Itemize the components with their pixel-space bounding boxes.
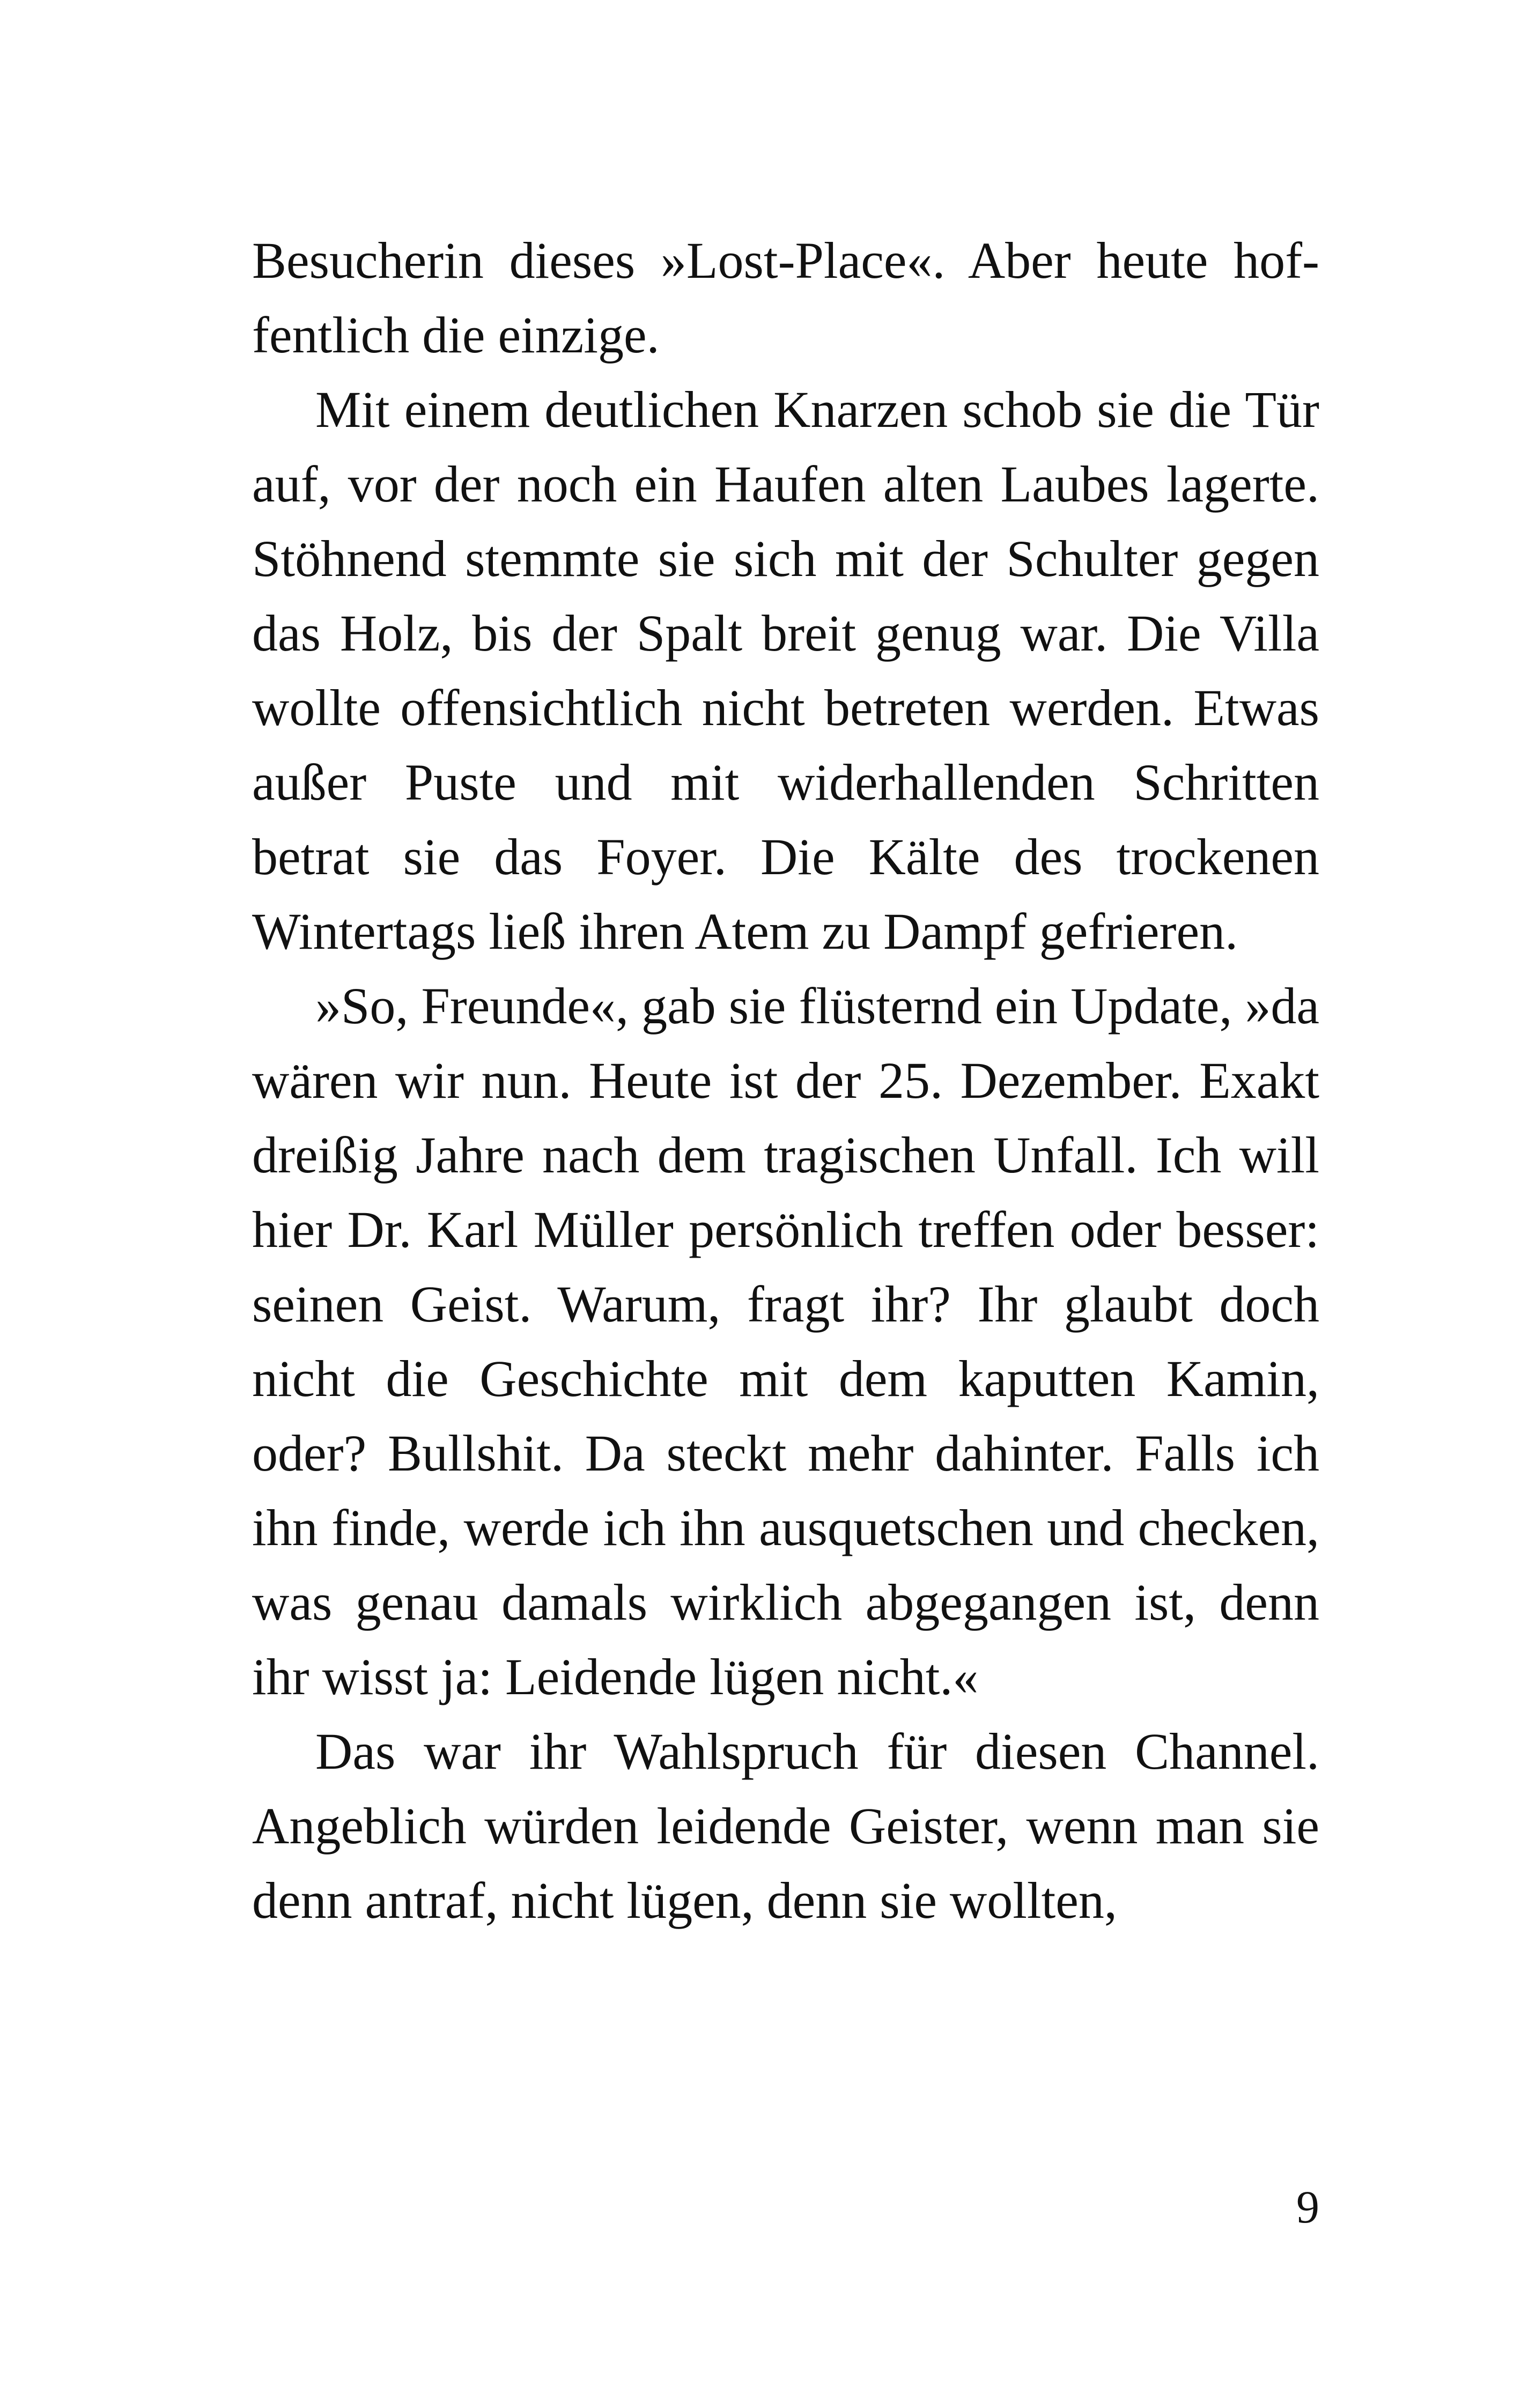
body-text: [252, 223, 1319, 1938]
paragraph-1: Besucherin dieses »Lost-Place«. Aber heute hoffentlich die einzige.: [252, 232, 1319, 364]
page-number: 9: [1296, 2181, 1319, 2233]
paragraph-3: »So, Freunde«, gab sie flüsternd ein Update, »da wären wir nun. Heute ist der 25. Dezember. Exakt dreißig Jahre nach dem tragischen Unfall. Ich will hier Dr. Karl Müller persönlich treffen oder besser: seinen Geist. Warum, fragt ihr? Ihr glaubt doch nicht die Geschichte mit dem kaputten Kamin, oder? Bullshit. Da steckt mehr dahinter. Falls ich ihn finde, werde ich ihn ausquetschen und checken, was genau damals wirklich abgegangen ist, denn ihr wisst ja: Leidende lügen nicht.«: [252, 977, 1319, 1705]
paragraph-2: Mit einem deutlichen Knarzen schob sie die Tür auf, vor der noch ein Haufen alten Laubes lagerte. Stöhnend stemmte sie sich mit der Schulter gegen das Holz, bis der Spalt breit genug war. Die Villa wollte offensichtlich nicht betreten werden. Etwas außer Puste und mit widerhallenden Schritten betrat sie das Foyer. Die Kälte des trockenen Wintertags ließ ihren Atem zu Dampf gefrieren.: [252, 381, 1319, 960]
paragraph-4: Das war ihr Wahlspruch für diesen Channel. Angeblich würden leidende Geister, wenn man sie denn antraf, nicht lügen, denn sie wollten,: [252, 1723, 1319, 1929]
